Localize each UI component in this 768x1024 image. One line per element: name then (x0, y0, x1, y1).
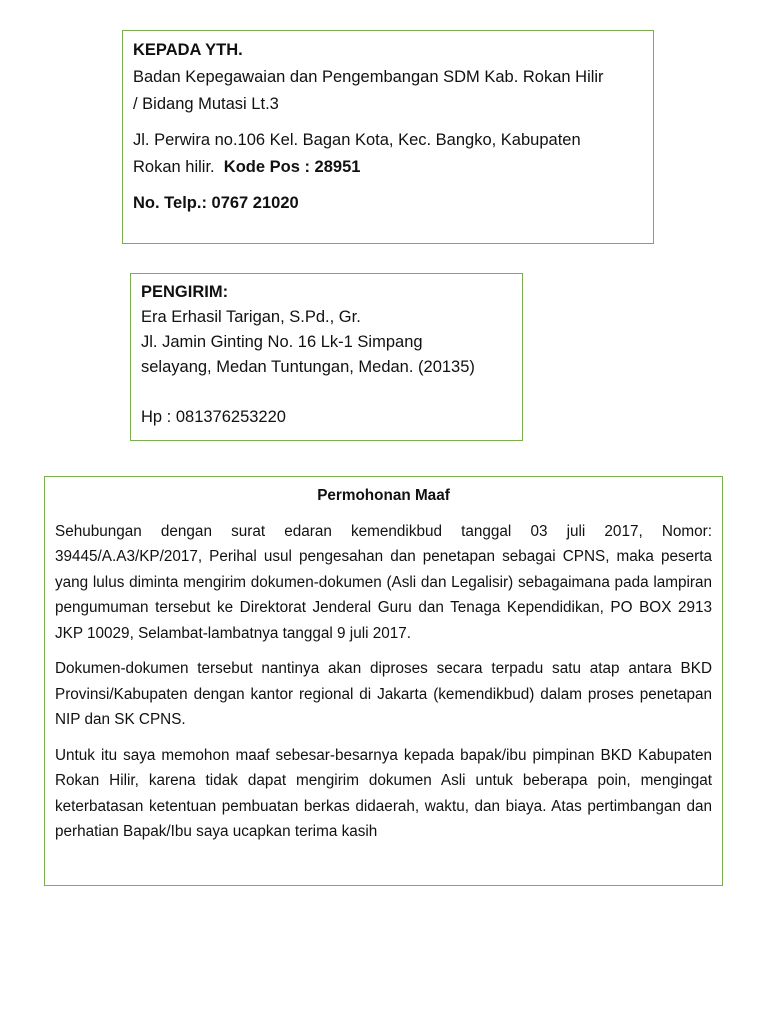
sender-phone: Hp : 081376253220 (141, 408, 286, 426)
letter-paragraph-1: Sehubungan dengan surat edaran kemendikbud tanggal 03 juli 2017, Nomor: 39445/A.A3/KP/2017, Perihal usul pengesahan dan penetapan sebagai CPNS, maka peserta yang lulus diminta mengirim dokumen-dokumen (Asli dan Legalisir) sebagaimana pada lampiran pengumuman tersebut ke Direktorat Jenderal Guru dan Tenaga Kependidikan, PO BOX 2913 JKP 10029, Selambat-lambatnya tanggal 9 juli 2017. (55, 522, 712, 642)
sender-heading: PENGIRIM: (141, 283, 229, 301)
letter-paragraph-2: Dokumen-dokumen tersebut nantinya akan diproses secara terpadu satu atap antara BKD Provinsi/Kabupaten dengan kantor regional di Jakarta (kemendikbud) dalam proses penetapan NIP dan SK CPNS. (55, 660, 712, 728)
recipient-address-line2: Rokan hilir. (133, 158, 215, 176)
recipient-postal-code: Kode Pos : 28951 (223, 158, 361, 176)
letter-title: Permohonan Maaf (317, 487, 450, 504)
recipient-phone: No. Telp.: 0767 21020 (133, 194, 299, 212)
letter-box (44, 476, 723, 886)
recipient-address-line2-wrap (133, 154, 643, 181)
recipient-heading: KEPADA YTH. (133, 41, 243, 59)
sender-address-line2: selayang, Medan Tuntungan, Medan. (20135) (141, 358, 475, 376)
recipient-org-line1: Badan Kepegawaian dan Pengembangan SDM Kab. Rokan Hilir (133, 68, 604, 86)
recipient-org-line2: / Bidang Mutasi Lt.3 (133, 95, 279, 113)
sender-box (130, 273, 523, 441)
sender-address-line1: Jl. Jamin Ginting No. 16 Lk-1 Simpang (141, 333, 423, 351)
letter-paragraph-3: Untuk itu saya memohon maaf sebesar-besarnya kepada bapak/ibu pimpinan BKD Kabupaten Rokan Hilir, karena tidak dapat mengirim dokumen Asli untuk beberapa poin, mengingat keterbatasan ketentuan pembuatan berkas didaerah, waktu, dan biaya. Atas pertimbangan dan perhatian Bapak/Ibu saya ucapkan terima kasih (55, 746, 712, 840)
recipient-box (122, 30, 654, 244)
recipient-address-line1: Jl. Perwira no.106 Kel. Bagan Kota, Kec. Bangko, Kabupaten (133, 131, 581, 149)
sender-name: Era Erhasil Tarigan, S.Pd., Gr. (141, 308, 361, 326)
